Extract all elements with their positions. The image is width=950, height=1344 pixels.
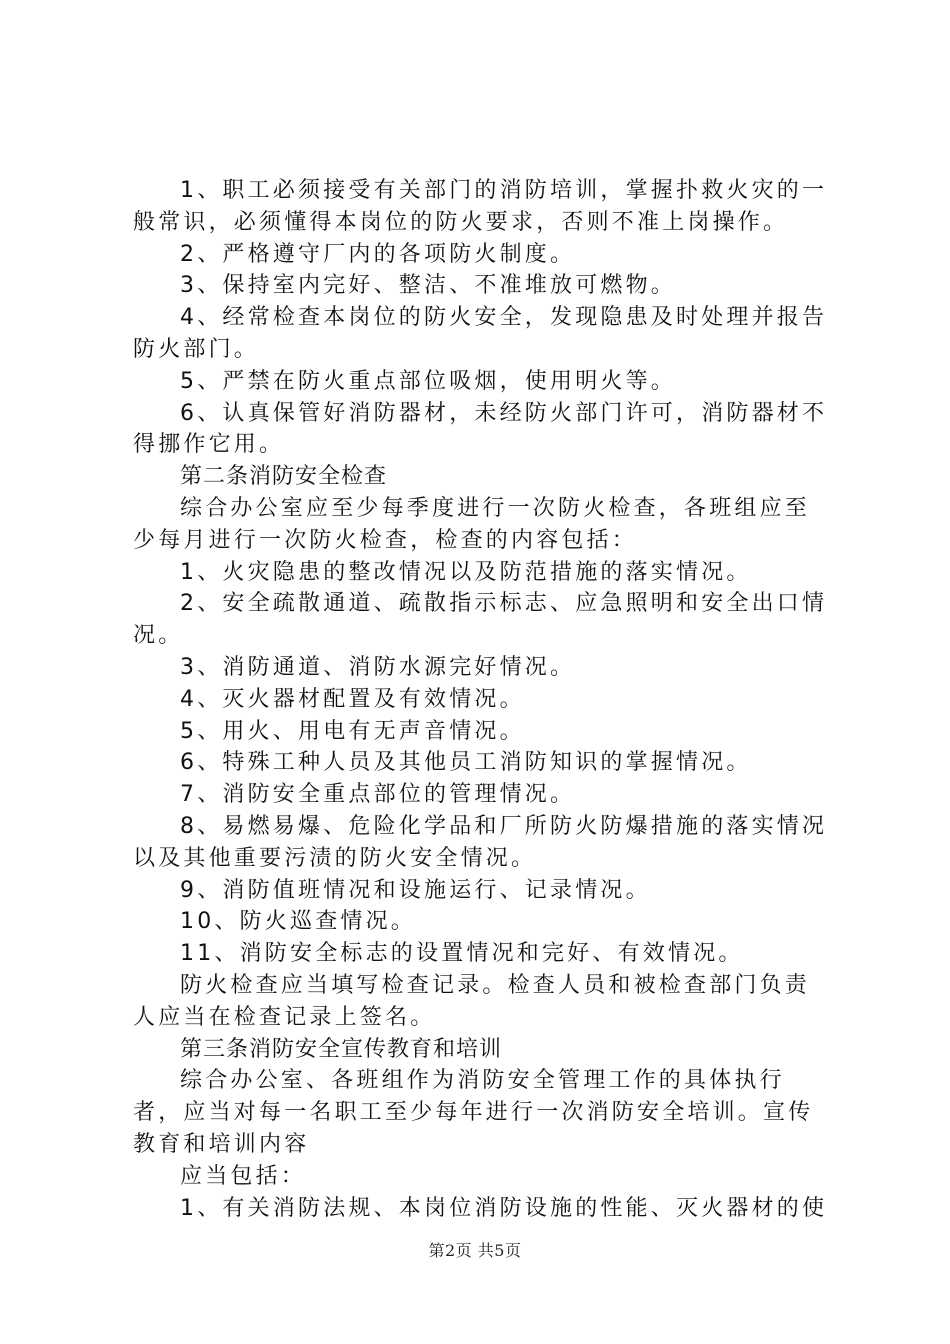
paragraph-12: 5、用火、用电有无声音情况。 [180, 718, 525, 744]
paragraph-22: 1、有关消防法规、本岗位消防设施的性能、灭火器材的使 [180, 1195, 828, 1221]
document-body [133, 175, 833, 1224]
paragraph-1: 1、职工必须接受有关部门的消防培训，掌握扑救火灾的一般常识，必须懂得本岗位的防火要求，否则不准上岗操作。 [133, 178, 828, 235]
paragraph-2: 2、严格遵守厂内的各项防火制度。 [180, 241, 576, 267]
paragraph-7: 综合办公室应至少每季度进行一次防火检查，各班组应至少每月进行一次防火检查，检查的内容包括： [133, 495, 811, 553]
paragraph-10: 3、消防通道、消防水源完好情况。 [180, 654, 576, 680]
paragraph-4: 4、经常检查本岗位的防火安全，发现隐患及时处理并报告防火部门。 [133, 305, 828, 362]
paragraph-11: 4、灭火器材配置及有效情况。 [180, 686, 525, 712]
paragraph-9: 2、安全疏散通道、疏散指示标志、应急照明和安全出口情况。 [133, 591, 828, 649]
paragraph-5: 5、严禁在防火重点部位吸烟，使用明火等。 [180, 368, 676, 394]
paragraph-18: 11、消防安全标志的设置情况和完好、有效情况。 [180, 941, 744, 967]
paragraph-16: 9、消防值班情况和设施运行、记录情况。 [180, 877, 651, 903]
paragraph-19: 防火检查应当填写检查记录。检查人员和被检查部门负责人应当在检查记录上签名。 [133, 972, 811, 1030]
section-heading-3: 第三条消防安全宣传教育和培训 [180, 1036, 503, 1062]
paragraph-3: 3、保持室内完好、整洁、不准堆放可燃物。 [180, 273, 676, 299]
section-heading-2: 第二条消防安全检查 [180, 464, 388, 490]
paragraph-6: 6、认真保管好消防器材，未经防火部门许可，消防器材不得挪作它用。 [133, 400, 828, 458]
paragraph-17: 10、防火巡查情况。 [180, 909, 416, 935]
paragraph-13: 6、特殊工种人员及其他员工消防知识的掌握情况。 [180, 750, 752, 776]
paragraph-14: 7、消防安全重点部位的管理情况。 [180, 782, 576, 808]
page-footer [0, 1238, 950, 1261]
paragraph-8: 1、火灾隐患的整改情况以及防范措施的落实情况。 [180, 559, 752, 585]
page-number-label: 第2页 共5页 [428, 1241, 522, 1260]
paragraph-21: 应当包括： [180, 1163, 307, 1189]
paragraph-20: 综合办公室、各班组作为消防安全管理工作的具体执行者，应当对每一名职工至少每年进行一次消防安全培训。宣传教育和培训内容 [133, 1068, 814, 1157]
paragraph-15: 8、易燃易爆、危险化学品和厂所防火防爆措施的落实情况以及其他重要污渍的防火安全情况。 [133, 813, 828, 871]
